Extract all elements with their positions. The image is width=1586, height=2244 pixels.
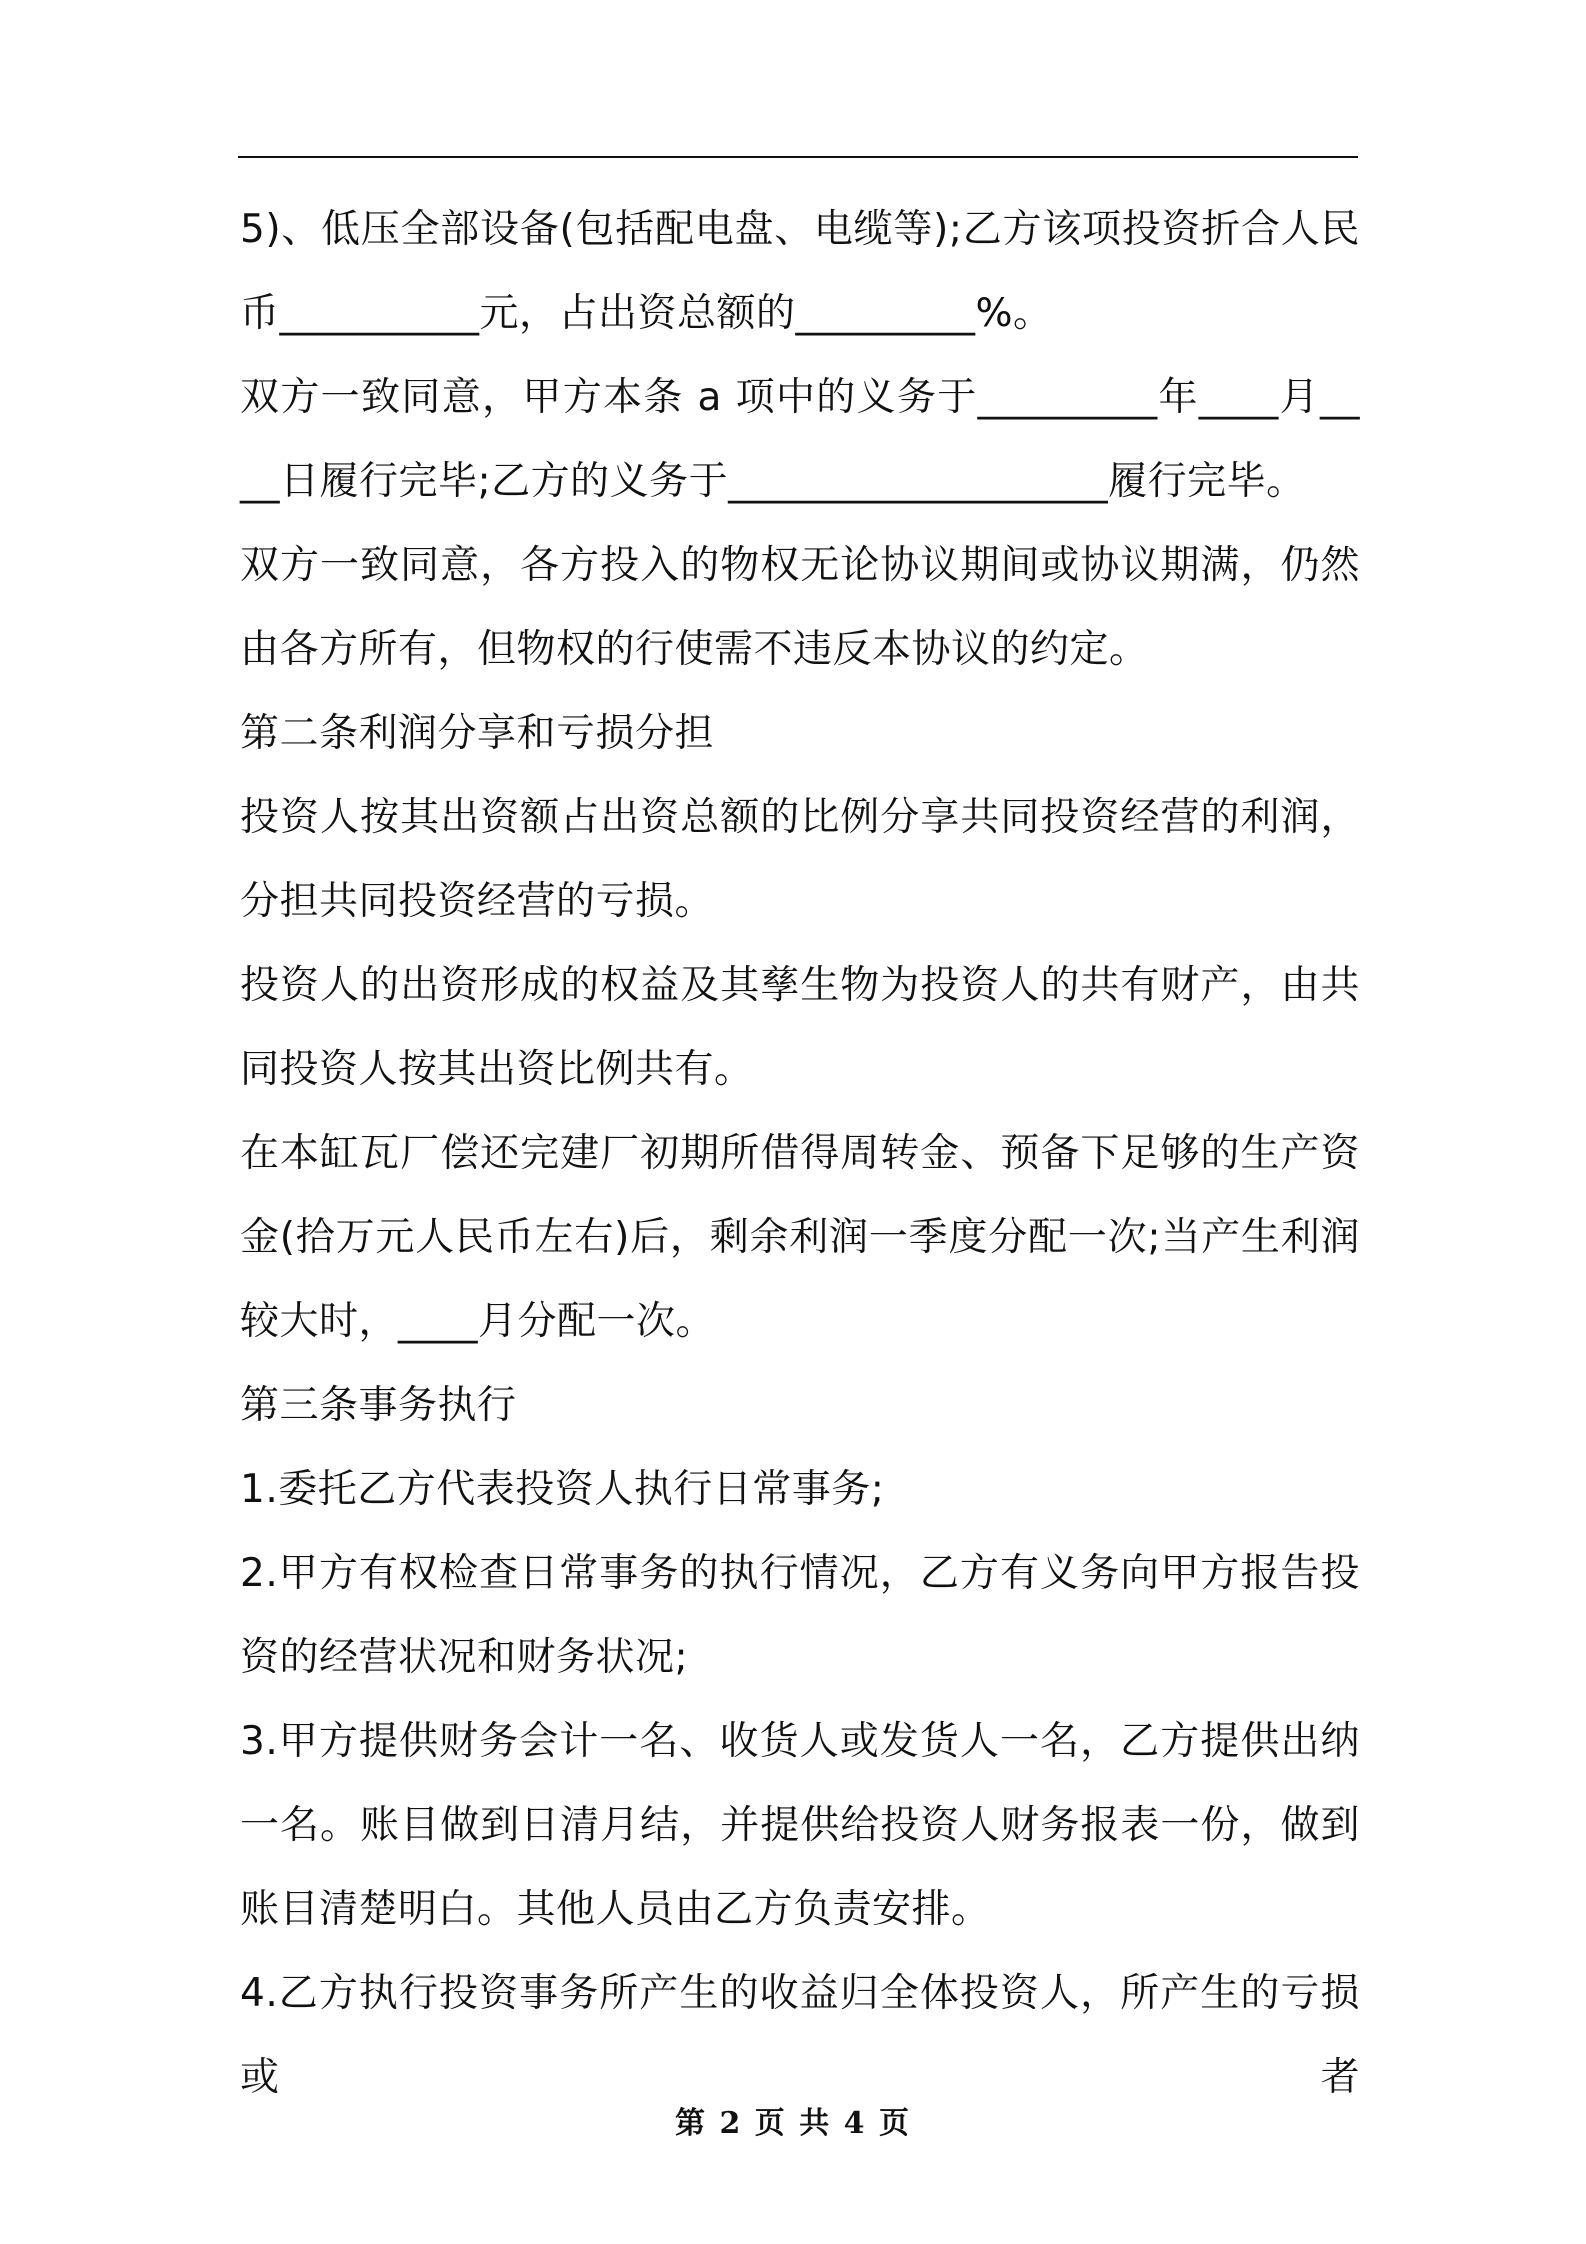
list-item-1: 1.委托乙方代表投资人执行日常事务; (240, 1467, 885, 1512)
paragraph-obligation-deadline: 双方一致同意，甲方本条 a 项中的义务于_________年____月____日履行完毕;乙方的义务于___________________履行完毕。 (240, 375, 1360, 504)
list-item-4: 4.乙方执行投资事务所产生的收益归全体投资人，所产生的亏损或者 (240, 1971, 1360, 2100)
paragraph-joint-property: 投资人的出资形成的权益及其孳生物为投资人的共有财产，由共同投资人按其出资比例共有。 (240, 963, 1360, 1092)
document-body (240, 188, 1360, 2120)
paragraph-profit-sharing: 投资人按其出资额占出资总额的比例分享共同投资经营的利润，分担共同投资经营的亏损。 (240, 795, 1360, 924)
list-item-3: 3.甲方提供财务会计一名、收货人或发货人一名，乙方提供出纳一名。账目做到日清月结，并提供给投资人财务报表一份，做到账目清楚明白。其他人员由乙方负责安排。 (240, 1719, 1360, 1932)
paragraph-equipment-investment: 5)、低压全部设备(包括配电盘、电缆等);乙方该项投资折合人民币__________元，占出资总额的_________%。 (240, 207, 1360, 336)
paragraph-profit-distribution: 在本缸瓦厂偿还完建厂初期所借得周转金、预备下足够的生产资金(拾万元人民币左右)后，剩余利润一季度分配一次;当产生利润较大时，____月分配一次。 (240, 1131, 1360, 1344)
paragraph-property-ownership: 双方一致同意，各方投入的物权无论协议期间或协议期满，仍然由各方所有，但物权的行使需不违反本协议的约定。 (240, 543, 1360, 672)
page-number-footer: 第 2 页 共 4 页 (675, 2106, 911, 2141)
header-rule (238, 156, 1358, 158)
section-heading-article-3: 第三条事务执行 (240, 1383, 517, 1428)
section-heading-article-2: 第二条利润分享和亏损分担 (240, 711, 715, 756)
list-item-2: 2.甲方有权检查日常事务的执行情况，乙方有义务向甲方报告投资的经营状况和财务状况; (240, 1551, 1360, 1680)
